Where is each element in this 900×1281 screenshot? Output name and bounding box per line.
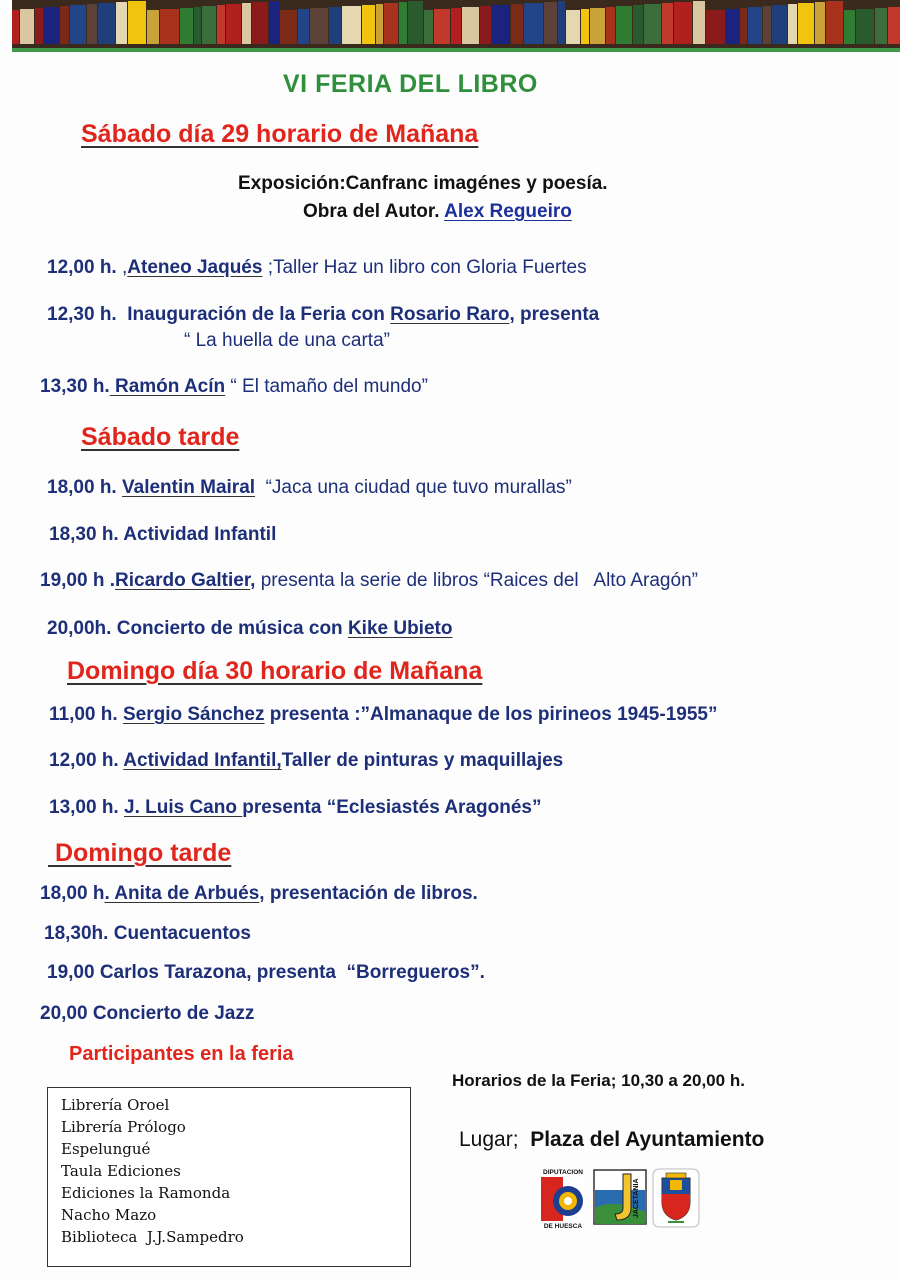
event-sat-1900 <box>40 570 698 592</box>
event-sat-1230-line2: “ La huella de una carta” <box>184 330 390 351</box>
book-spine <box>748 7 762 44</box>
book-spine <box>558 1 565 44</box>
event-description: Inauguración de la Feria con <box>116 304 391 325</box>
book-spine <box>217 5 225 44</box>
event-time: 20,00 <box>40 1003 88 1024</box>
book-spine <box>856 9 874 44</box>
event-description: “Jaca una ciudad que tuvo murallas” <box>255 477 572 498</box>
page-title: VI FERIA DEL LIBRO <box>283 70 538 98</box>
book-spine <box>798 3 814 44</box>
book-spine <box>280 10 297 44</box>
event-time: 19,00 <box>47 962 95 983</box>
event-time: 12,00 h. <box>47 257 117 278</box>
book-spine <box>202 6 216 44</box>
event-sun-1200 <box>49 750 563 772</box>
participants-title: Participantes en la feria <box>69 1043 294 1065</box>
book-spine <box>98 3 115 44</box>
book-spine <box>60 6 69 44</box>
book-spine <box>451 8 461 44</box>
book-spine <box>434 9 450 44</box>
book-spine <box>329 7 341 44</box>
book-spine <box>772 5 787 44</box>
book-spine <box>462 7 479 44</box>
book-spine <box>581 9 589 44</box>
book-spine <box>408 1 423 44</box>
jacetania-logo <box>593 1168 647 1228</box>
book-spine <box>180 8 193 44</box>
book-spine <box>844 10 855 44</box>
book-spine <box>644 4 661 44</box>
heading-sunday-morning: Domingo día 30 horario de Mañana <box>67 657 483 685</box>
event-time: 18,00 h. <box>47 477 117 498</box>
exhibition-line-1: Exposición:Canfranc imagénes y poesía. <box>238 173 608 194</box>
book-spine <box>384 3 398 44</box>
event-sun-2000 <box>40 1003 254 1025</box>
participant-item: Nacho Mazo <box>61 1206 157 1224</box>
event-sat-1830 <box>49 524 276 546</box>
event-sun-1800 <box>40 883 478 905</box>
book-spine <box>20 9 34 44</box>
event-time: 13,30 h. <box>40 376 110 397</box>
book-spine <box>888 7 900 44</box>
event-sat-2000 <box>47 618 452 640</box>
book-spine <box>44 7 59 44</box>
green-divider <box>12 48 900 52</box>
event-description: “ El tamaño del mundo” <box>225 376 428 397</box>
exhibition-prefix: Obra del Autor. <box>303 201 440 222</box>
diputacion-top-text: DIPUTACION <box>543 1169 583 1176</box>
book-spine <box>87 4 97 44</box>
book-spine <box>376 4 383 44</box>
event-sun-1830 <box>44 923 251 945</box>
diputacion-bottom-text: DE HUESCA <box>543 1223 583 1230</box>
event-suffix: , presenta <box>509 304 600 325</box>
book-spine <box>424 10 433 44</box>
event-name: Kike Ubieto <box>347 618 453 639</box>
exhibition-author: Alex Regueiro <box>444 201 572 222</box>
event-sun-1300 <box>49 797 541 819</box>
participants-box <box>47 1087 411 1267</box>
event-sun-1100 <box>49 704 717 726</box>
book-spine <box>606 7 615 44</box>
event-sat-1800 <box>47 477 572 499</box>
book-spine <box>70 5 86 44</box>
book-spine <box>726 9 739 44</box>
participant-item: Ediciones la Ramonda <box>61 1184 231 1202</box>
book-spine <box>492 5 510 44</box>
event-description: Taller de pinturas y maquillajes <box>281 750 564 771</box>
book-spine <box>740 8 747 44</box>
heading-saturday-morning: Sábado día 29 horario de Mañana <box>81 120 479 148</box>
event-sat-1200 <box>47 257 587 279</box>
event-time: 12,00 h. <box>49 750 119 771</box>
event-time: 19,00 h . <box>40 570 115 591</box>
book-spine <box>511 4 523 44</box>
event-description: , presentación de libros. <box>259 883 478 904</box>
book-spine <box>252 2 268 44</box>
book-spine <box>399 2 407 44</box>
event-name: J. Luis Cano <box>124 797 243 818</box>
book-spine <box>128 1 146 44</box>
event-name: Ramón Acín <box>109 376 226 397</box>
book-spine <box>342 6 361 44</box>
participant-item: Taula Ediciones <box>61 1162 181 1180</box>
book-spine <box>566 10 580 44</box>
book-spine <box>662 3 673 44</box>
event-sat-1330 <box>40 376 428 398</box>
heading-saturday-afternoon: Sábado tarde <box>81 423 240 451</box>
book-spine <box>362 5 375 44</box>
book-spine <box>298 9 309 44</box>
event-time: 13,00 h. <box>49 797 119 818</box>
jacetania-text: JACETANIA <box>633 1178 640 1218</box>
book-spine <box>763 6 771 44</box>
event-name: Rosario Raro <box>390 304 510 325</box>
participant-item: Biblioteca J.J.Sampedro <box>61 1228 244 1246</box>
jacetania-logo-graphic <box>593 1168 647 1228</box>
book-spine <box>590 8 605 44</box>
diputacion-logo-graphic <box>538 1168 588 1230</box>
event-description: presenta “Eclesiastés Aragonés” <box>242 797 542 818</box>
bookshelf-banner <box>12 0 900 48</box>
event-sat-1230 <box>47 304 599 326</box>
fair-hours: Horarios de la Feria; 10,30 a 20,00 h. <box>452 1071 745 1090</box>
event-description: ;Taller Haz un libro con Gloria Fuertes <box>262 257 587 278</box>
book-spine <box>269 1 279 44</box>
book-spine <box>147 10 159 44</box>
event-time: 18,30 h. <box>49 524 119 545</box>
book-spine <box>242 3 251 44</box>
place-value: Plaza del Ayuntamiento <box>530 1128 765 1151</box>
event-name: . Anita de Arbués <box>104 883 260 904</box>
event-separator: , <box>116 257 128 278</box>
book-spine <box>706 10 725 44</box>
event-comma: , <box>250 570 256 591</box>
event-name: Valentin Mairal <box>122 477 256 498</box>
book-spine <box>544 2 557 44</box>
event-time: 12,30 h. <box>47 304 117 325</box>
event-description: presenta la serie de libros “Raices del Alto Aragón” <box>255 570 698 591</box>
event-time: 18,30h. <box>44 923 109 944</box>
place-label: Lugar; <box>459 1128 519 1151</box>
event-description: Concierto de Jazz <box>87 1003 255 1024</box>
event-name: Actividad Infantil, <box>123 750 282 771</box>
book-spine <box>310 8 328 44</box>
event-time: 20,00h. <box>47 618 112 639</box>
book-spine <box>674 2 692 44</box>
event-sun-1900 <box>47 962 485 984</box>
participant-item: Librería Prólogo <box>61 1118 186 1136</box>
diputacion-huesca-logo <box>538 1168 588 1228</box>
event-name: Ricardo Galtier <box>115 570 251 591</box>
coat-of-arms-graphic <box>652 1168 700 1228</box>
book-spine <box>633 5 643 44</box>
book-spine <box>160 9 179 44</box>
book-spine <box>693 1 705 44</box>
book-spine <box>788 4 797 44</box>
book-spine <box>12 10 19 44</box>
event-name: Sergio Sánchez <box>122 704 265 725</box>
participant-item: Espelungué <box>61 1140 151 1158</box>
book-spine <box>524 3 543 44</box>
event-description: Concierto de música con <box>111 618 348 639</box>
exhibition-line-2 <box>303 201 572 223</box>
heading-sunday-afternoon: Domingo tarde <box>48 839 232 867</box>
event-time: 11,00 h. <box>49 704 118 725</box>
event-description: presenta :”Almanaque de los pirineos 1945-1955” <box>264 704 718 725</box>
book-spine <box>35 8 43 44</box>
book-spine <box>226 4 241 44</box>
event-time: 18,00 h <box>40 883 105 904</box>
place-line <box>459 1128 764 1152</box>
participant-item: Librería Oroel <box>61 1096 170 1114</box>
book-spine <box>875 8 887 44</box>
event-description: Carlos Tarazona, presenta “Borregueros”. <box>94 962 485 983</box>
town-coat-of-arms <box>652 1168 700 1228</box>
book-spine <box>815 2 825 44</box>
book-spine <box>616 6 632 44</box>
book-spine <box>116 2 127 44</box>
event-description: Cuentacuentos <box>108 923 251 944</box>
event-description: Actividad Infantil <box>118 524 277 545</box>
event-name: Ateneo Jaqués <box>127 257 263 278</box>
book-spine <box>826 1 843 44</box>
book-spine <box>194 7 201 44</box>
book-spine <box>480 6 491 44</box>
